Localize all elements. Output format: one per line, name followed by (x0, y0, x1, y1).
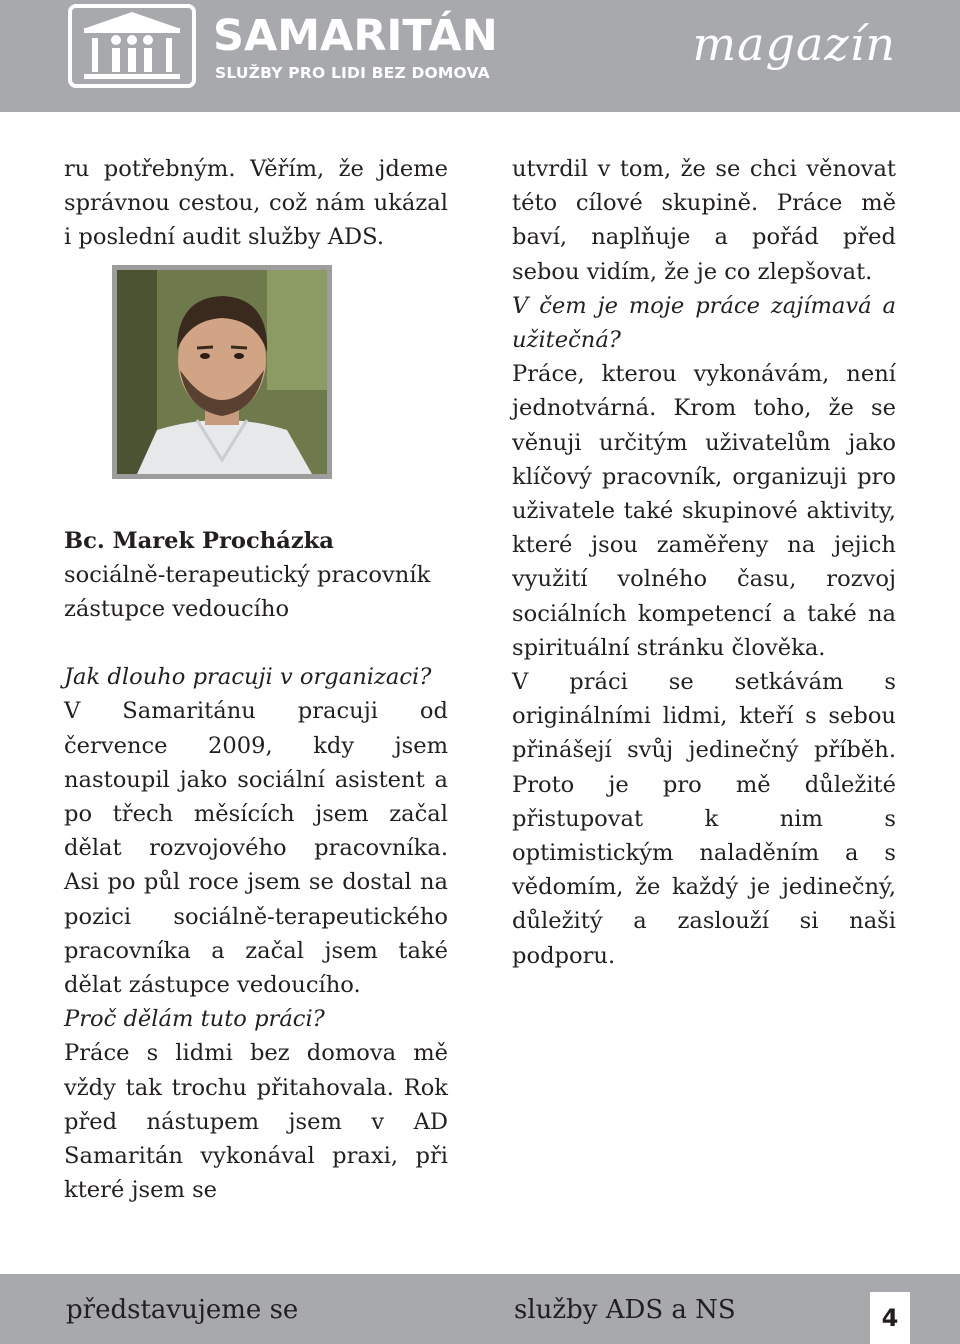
question-2: Proč dělám tuto práci? (64, 1006, 325, 1033)
question-1: Jak dlouho pracuji v organizaci? (64, 664, 432, 691)
header-band (0, 0, 960, 112)
answer-2: Práce s lidmi bez domova mě vždy tak trochu přitahovala. Rok před nástupem jsem v AD Samaritán vykonával praxi, při které jsem se (64, 1040, 448, 1204)
footer-band (0, 1274, 960, 1344)
section-label: představujeme se (66, 1295, 299, 1325)
brand-name: SAMARITÁN (213, 11, 498, 61)
left-column (64, 152, 448, 1207)
services-label: služby ADS a NS (514, 1295, 736, 1325)
spacer (64, 626, 448, 660)
page-number: 4 (881, 1304, 899, 1332)
brand-subtitle: SLUŽBY PRO LIDI BEZ DOMOVA (215, 64, 490, 82)
person-name: Bc. Marek Procházka (64, 527, 334, 554)
answer-2-continued: utvrdil v tom, že se chci věnovat této cílové skupině. Práce mě baví, naplňuje a pořád před sebou vidím, že je co zlepšovat. (512, 156, 896, 285)
answer-1: V Samaritánu pracuji od července 2009, kdy jsem nastoupil jako sociální asistent a po třech měsících jsem začal dělat rozvojového pracovníka. Asi po půl roce jsem se dostal na pozici sociálně-terapeutického pracovníka a začal jsem také dělat zástupce vedoucího. (64, 698, 448, 999)
intro-paragraph: ru potřebným. Věřím, že jdeme správnou cestou, což nám ukázal i poslední audit služby ADS. (64, 156, 448, 251)
samaritan-logo-icon (68, 4, 196, 88)
answer-3: Práce, kterou vykonávám, není jednotvárná. Krom toho, že se věnuji určitým uživatelům jako klíčový pracovník, organizuji pro uživatele také skupinové aktivity, které jsou zaměřeny na jejich využití volného času, rozvoj sociálních kompetencí a také na spirituální stránku člověka. (512, 361, 896, 661)
right-column (512, 152, 896, 973)
magazine-title: magazín (692, 17, 896, 71)
portrait-photo (112, 265, 332, 479)
portrait-image (117, 270, 327, 474)
person-role-2: zástupce vedoucího (64, 596, 290, 623)
question-3: V čem je moje práce zajímavá a užitečná? (512, 292, 896, 354)
page-number-box (870, 1292, 910, 1344)
person-role: sociálně-terapeutický pracovník (64, 561, 431, 588)
answer-3-continued: V práci se setkávám s originálními lidmi, kteří s sebou přinášejí svůj jedinečný příběh. Proto je pro mě důležité přistupovat k nim s optimistickým naladěním a s vědomím, že každý je jedinečný, důležitý a zaslouží si naši podporu. (512, 669, 896, 969)
